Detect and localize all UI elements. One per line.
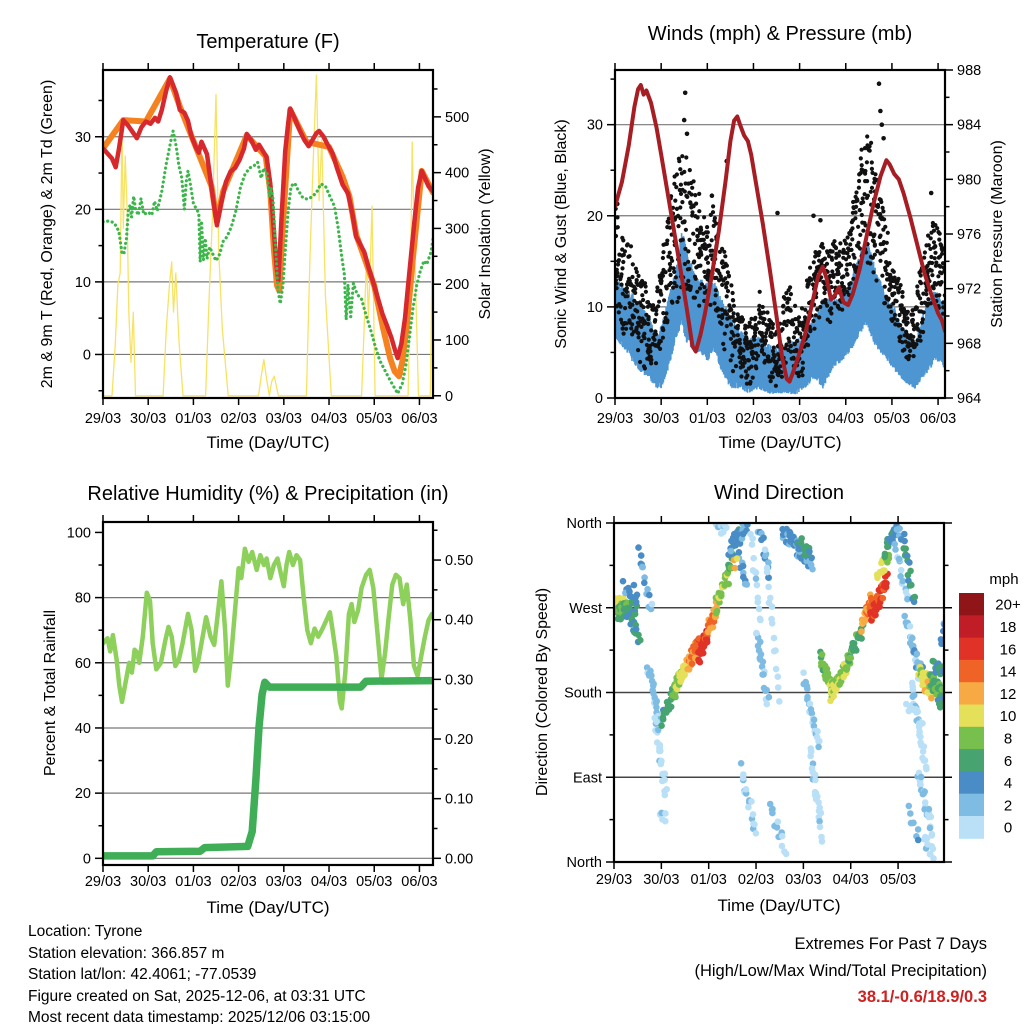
speed-legend (959, 571, 1021, 839)
y-tick-label: 20 (74, 786, 91, 803)
y-tick-label: North (566, 855, 602, 871)
y-tick-label: 10 (586, 299, 603, 316)
y-tick-label: 0 (82, 347, 91, 364)
y-tick-label: 80 (74, 590, 91, 607)
x-tick-label: 05/03 (356, 411, 393, 427)
y-tick-label: 0.00 (445, 851, 474, 868)
x-tick-label: 04/03 (827, 411, 864, 427)
most-recent-data-timestamp: Most recent data timestamp: 2025/12/06 03:15:00 (28, 1009, 371, 1024)
y-tick-label: 200 (445, 277, 470, 294)
y-tick-label: 30 (74, 129, 91, 146)
x-tick-label: 03/03 (785, 872, 822, 888)
plot-series (103, 75, 433, 396)
legend-label: 0 (1003, 819, 1013, 837)
legend-swatch (959, 615, 984, 638)
y-tick-label: 0.30 (445, 672, 474, 689)
y-tick-label: 0.20 (445, 732, 474, 749)
y-tick-label: 100 (66, 525, 91, 542)
x-tick-label: 02/03 (220, 874, 257, 890)
x-tick-label: 03/03 (265, 411, 302, 427)
y-tick-label: 0 (445, 388, 454, 405)
x-tick-label: 29/03 (596, 411, 634, 427)
y-tick-label: 20 (74, 202, 91, 219)
legend-swatch (959, 771, 984, 794)
legend-label: 2 (1003, 797, 1013, 815)
extremes-title: Extremes For Past 7 Days (794, 935, 987, 953)
plot-series (103, 549, 433, 856)
chart-title: Temperature (F) (196, 31, 340, 53)
wind-direction-dots (612, 520, 948, 861)
wind-direction-chart (534, 482, 952, 915)
y-tick-label: 300 (445, 221, 470, 238)
x-tick-label: 01/03 (689, 411, 726, 427)
legend-swatch (959, 794, 984, 817)
x-axis-label: Time (Day/UTC) (718, 433, 842, 452)
y-tick-label: 0.40 (445, 612, 474, 629)
legend-label: 12 (999, 685, 1017, 703)
y-axis-label-right: Solar Insolation (Yellow) (477, 148, 494, 320)
y-tick-label: 10 (74, 274, 91, 291)
x-tick-label: 30/03 (130, 874, 167, 890)
temp-2m-line (103, 77, 433, 358)
x-tick-label: 02/03 (737, 872, 775, 888)
x-axis-label: Time (Day/UTC) (206, 898, 330, 917)
y-axis-label-left: 2m & 9m T (Red, Orange) & 2m Td (Green) (39, 79, 56, 389)
legend-label: 14 (999, 663, 1017, 681)
y-tick-label: 60 (74, 655, 91, 672)
y-axis-label-left: Percent & Total Rainfall (42, 609, 59, 777)
relative-humidity-precipitation-in-chart (42, 483, 473, 917)
y-tick-label: 500 (445, 109, 470, 126)
legend-swatch (959, 593, 984, 616)
legend-label: 20+ (995, 596, 1021, 614)
y-tick-label: 0 (594, 391, 603, 407)
y-tick-label: 20 (586, 208, 603, 225)
figure-created-timestamp: Figure created on Sat, 2025-12-06, at 03:31 UTC (28, 987, 366, 1005)
y-tick-label: 988 (957, 63, 982, 79)
x-axis-label: Time (Day/UTC) (206, 433, 330, 452)
legend-label: 18 (999, 618, 1017, 636)
x-tick-label: 29/03 (84, 411, 122, 427)
y-tick-label: 400 (445, 165, 470, 182)
x-tick-label: 29/03 (595, 872, 633, 888)
station-info (28, 921, 370, 1024)
y-tick-label: 980 (957, 172, 982, 189)
extremes-values: 38.1/-0.6/18.9/0.3 (857, 988, 987, 1006)
x-tick-label: 01/03 (175, 411, 212, 427)
y-tick-label: 968 (957, 336, 982, 353)
x-tick-label: 06/03 (401, 874, 438, 890)
x-tick-label: 30/03 (643, 872, 680, 888)
y-tick-label: 0.50 (445, 553, 474, 570)
x-tick-label: 04/03 (310, 411, 348, 427)
x-tick-label: 04/03 (310, 874, 348, 890)
y-tick-label: East (572, 770, 602, 787)
y-axis-label-left: Direction (Colored By Speed) (534, 587, 551, 797)
x-tick-label: 04/03 (832, 872, 869, 888)
gridlines (614, 608, 944, 778)
x-tick-label: 05/03 (356, 874, 393, 890)
x-tick-label: 03/03 (781, 411, 818, 427)
x-tick-label: 05/03 (879, 872, 917, 888)
legend-swatch (959, 682, 984, 705)
legend-label: 6 (1003, 752, 1013, 770)
x-tick-label: 30/03 (643, 411, 680, 427)
y-tick-label: 972 (957, 281, 982, 298)
legend-swatch (959, 660, 984, 683)
legend-label: 10 (999, 708, 1017, 726)
y-tick-label: 100 (445, 332, 470, 349)
chart-title: Relative Humidity (%) & Precipitation (in) (87, 483, 449, 505)
x-tick-label: 05/03 (873, 411, 911, 427)
legend-swatch (959, 638, 984, 661)
legend-label: 16 (999, 641, 1017, 659)
chart-title: Wind Direction (713, 482, 845, 504)
legend-title: mph (989, 571, 1019, 588)
total-rainfall-line (103, 681, 433, 856)
x-tick-label: 29/03 (84, 874, 122, 890)
legend-swatch (959, 749, 984, 772)
legend-label: 8 (1003, 730, 1013, 748)
station-latlon: Station lat/lon: 42.4061; -77.0539 (28, 966, 257, 983)
y-axis-label-right: Station Pressure (Maroon) (989, 140, 1006, 328)
y-tick-label: West (569, 600, 602, 617)
x-tick-label: 01/03 (690, 872, 727, 888)
legend-swatch (959, 816, 984, 839)
station-elevation: Station elevation: 366.857 m (28, 944, 225, 962)
chart-title: Winds (mph) & Pressure (mb) (647, 23, 913, 45)
legend-label: 4 (1003, 775, 1013, 793)
x-tick-label: 02/03 (220, 411, 257, 427)
plot-series (612, 520, 948, 861)
y-tick-label: 984 (957, 117, 982, 134)
y-tick-label: North (566, 516, 602, 532)
y-tick-label: 0 (82, 851, 91, 868)
y-tick-label: 0.10 (445, 791, 474, 808)
y-tick-label: 964 (957, 391, 982, 407)
plot-series (613, 81, 947, 394)
y-tick-label: 976 (957, 227, 982, 243)
x-tick-label: 01/03 (175, 874, 212, 890)
winds-mph-pressure-mb-chart (553, 23, 1006, 452)
legend-swatch (959, 705, 984, 728)
extremes-subtitle: (High/Low/Max Wind/Total Precipitation) (694, 961, 987, 980)
y-axis-label-left: Sonic Wind & Gust (Blue, Black) (553, 119, 570, 349)
station-location: Location: Tyrone (28, 923, 143, 940)
x-tick-label: 06/03 (919, 411, 957, 427)
x-tick-label: 30/03 (130, 411, 167, 427)
y-tick-label: South (564, 685, 602, 702)
extremes-summary (694, 931, 987, 1011)
y-tick-label: 30 (586, 117, 603, 134)
x-tick-label: 03/03 (265, 874, 302, 890)
y-tick-label: 40 (74, 720, 91, 737)
legend-swatch (959, 727, 984, 750)
x-tick-label: 02/03 (735, 411, 772, 427)
x-tick-label: 06/03 (401, 411, 438, 427)
x-axis-label: Time (Day/UTC) (717, 896, 841, 915)
temperature-f-chart (39, 31, 494, 452)
